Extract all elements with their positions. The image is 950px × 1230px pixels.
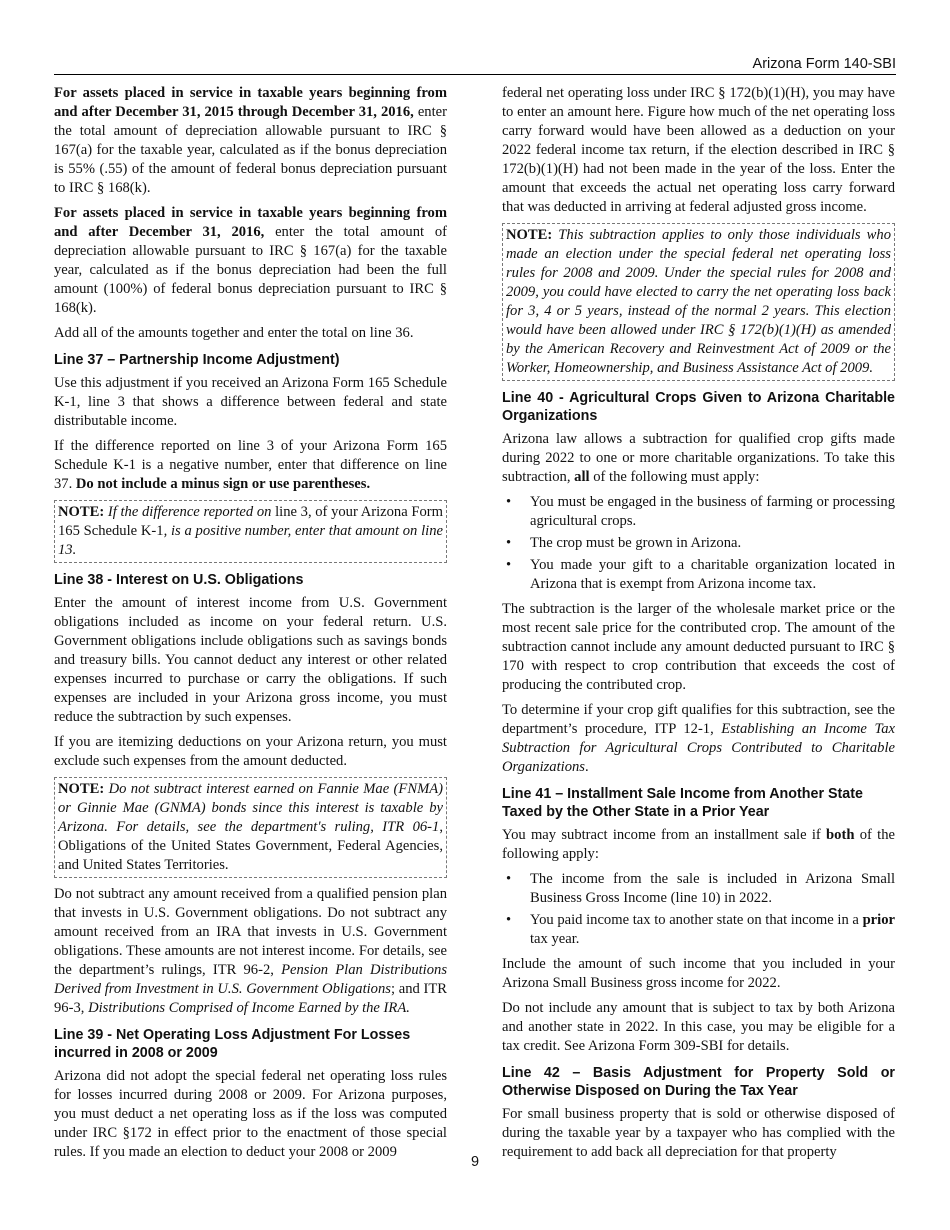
line37-paragraph-1: Use this adjustment if you received an Arizona Form 165 Schedule K-1, line 3 that shows a difference between federal and state distributable income. xyxy=(54,375,447,429)
line41-conditions-list xyxy=(502,870,895,949)
line39-paragraph-continued: federal net operating loss under IRC § 172(b)(1)(H), you may have to enter an amount here. Figure how much of the net operating loss carry forward would have been allowed as a deduction on your 2022 federal income tax return, if the election described in IRC § 172(b)(1)(H) had not been made in the year of the loss. Enter the amount that exceeds the actual net operating loss carry forward that was deducted in arriving at federal adjusted gross income. xyxy=(502,85,895,215)
right-column xyxy=(502,84,895,1168)
line40-requirements-list xyxy=(502,493,895,594)
line37-paragraph-2: If the difference reported on line 3 of your Arizona Form 165 Schedule K-1 is a negative number, enter that difference on line 37. Do not include a minus sign or use parentheses. xyxy=(54,438,447,492)
paragraph-2015-2016: For assets placed in service in taxable years beginning from and after December 31, 2015 through December 31, 2016, enter the total amount of depreciation allowable pursuant to IRC § 167(a) for the taxable year, calculated as if the bonus depreciation is 55% (.55) of the amount of federal bonus depreciation pursuant to IRC § 168(k). xyxy=(54,85,447,196)
line38-note: NOTE: Do not subtract interest earned on Fannie Mae (FNMA) or Ginnie Mae (GNMA) bonds since this interest is taxable by Arizona. For details, see the department's ruling, ITR 06-1, Obligations of the United States Government, Federal Agencies, and United States Territories. xyxy=(54,777,447,878)
line37-note: NOTE: If the difference reported on line 3, of your Arizona Form 165 Schedule K-1, is a positive number, enter that amount on line 13. xyxy=(54,500,447,563)
line41-heading: Line 41 – Installment Sale Income from Another State Taxed by the Other State in a Prior Year xyxy=(502,786,863,820)
paragraph-line36-total: Add all of the amounts together and enter the total on line 36. xyxy=(54,325,414,341)
line40-paragraph-3: To determine if your crop gift qualifies for this subtraction, see the department’s procedure, ITP 12-1, Establishing an Income Tax Subtraction for Agricultural Crops Contributed to Charitable Organizations. xyxy=(502,702,895,775)
line42-heading: Line 42 – Basis Adjustment for Property Sold or Otherwise Disposed on During the Tax Year xyxy=(502,1065,895,1099)
header-rule xyxy=(54,74,896,75)
list-item: • You made your gift to a charitable organization located in Arizona that is exempt from Arizona income tax. xyxy=(502,556,895,594)
line38-paragraph-2: If you are itemizing deductions on your Arizona return, you must exclude such expenses from the amount deducted. xyxy=(54,734,447,769)
list-item: • The income from the sale is included in Arizona Small Business Gross Income (line 10) in 2022. xyxy=(502,870,895,908)
line42-paragraph-1: For small business property that is sold or otherwise disposed of during the taxable year by a taxpayer who has complied with the requirement to add back all depreciation for that property xyxy=(502,1106,895,1160)
form-title: Arizona Form 140-SBI xyxy=(752,56,896,72)
list-item: • The crop must be grown in Arizona. xyxy=(502,534,895,553)
paragraph-2016: For assets placed in service in taxable years beginning from and after December 31, 2016, enter the total amount of depreciation allowable pursuant to IRC § 167(a) for the taxable year, calculated as if the bonus depreciation had been the full amount (100%) of federal bonus depreciation pursuant to IRC § 168(k). xyxy=(54,205,447,316)
line41-paragraph-3: Do not include any amount that is subject to tax by both Arizona and another state in 2022. In this case, you may be eligible for a tax credit. See Arizona Form 309-SBI for details. xyxy=(502,1000,895,1054)
line41-paragraph-1: You may subtract income from an installment sale if both of the following apply: xyxy=(502,827,895,862)
line41-paragraph-2: Include the amount of such income that you included in your Arizona Small Business gross income for 2022. xyxy=(502,956,895,991)
page-number: 9 xyxy=(470,1154,480,1170)
list-item: • You must be engaged in the business of farming or processing agricultural crops. xyxy=(502,493,895,531)
line40-paragraph-2: The subtraction is the larger of the wholesale market price or the most recent sale price for the contributed crop. The amount of the subtraction cannot include any amount deducted pursuant to IRC § 170 with respect to crop contribution that exceeds the cost of producing the contributed crop. xyxy=(502,601,895,693)
left-column xyxy=(54,84,447,1168)
line40-paragraph-1: Arizona law allows a subtraction for qualified crop gifts made during 2022 to one or more charitable organizations. To take this subtraction, all of the following must apply: xyxy=(502,431,895,485)
line38-paragraph-3: Do not subtract any amount received from a qualified pension plan that invests in U.S. Government obligations. Do not subtract any amount received from an IRA that invests in U.S. Government obligations. These amounts are not interest income. For details, see the department’s rulings, ITR 96-2, Pension Plan Distributions Derived from Investment in U.S. Government Obligations; and ITR 96-3, Distributions Comprised of Income Earned by the IRA. xyxy=(54,886,448,1016)
line39-heading: Line 39 - Net Operating Loss Adjustment For Losses incurred in 2008 or 2009 xyxy=(54,1027,411,1061)
line37-heading: Line 37 – Partnership Income Adjustment) xyxy=(54,352,340,368)
list-item: • You paid income tax to another state on that income in a prior tax year. xyxy=(502,911,895,949)
line39-paragraph-1: Arizona did not adopt the special federal net operating loss rules for losses incurred during 2008 or 2009. For Arizona purposes, you must deduct a net operating loss as if the loss was computed under IRC §172 in effect prior to the enactment of those special rules. If you made an election to deduct your 2008 or 2009 xyxy=(54,1068,447,1160)
line40-heading: Line 40 - Agricultural Crops Given to Arizona Charitable Organizations xyxy=(502,390,895,424)
line38-paragraph-1: Enter the amount of interest income from U.S. Government obligations included as income on your federal return. U.S. Government obligations include obligations such as savings bonds and treasury bills. You cannot deduct any interest or other related expenses incurred to purchase or carry the obligations. If such expenses are included in your Arizona gross income, you must reduce the subtraction by such expenses. xyxy=(54,595,447,725)
line39-note: NOTE: This subtraction applies to only those individuals who made an election under the special federal net operating loss rules for 2008 and 2009. Under the special rules for 2008 and 2009, you could have elected to carry the net operating loss back for 3, 4 or 5 years, instead of the normal 2 years. This election would have been allowed under IRC § 172(b)(1)(H) as amended by the American Recovery and Reinvestment Act of 2009 or the Worker, Homeownership, and Business Assistance Act of 2009. xyxy=(502,223,895,381)
line38-heading: Line 38 - Interest on U.S. Obligations xyxy=(54,572,304,588)
